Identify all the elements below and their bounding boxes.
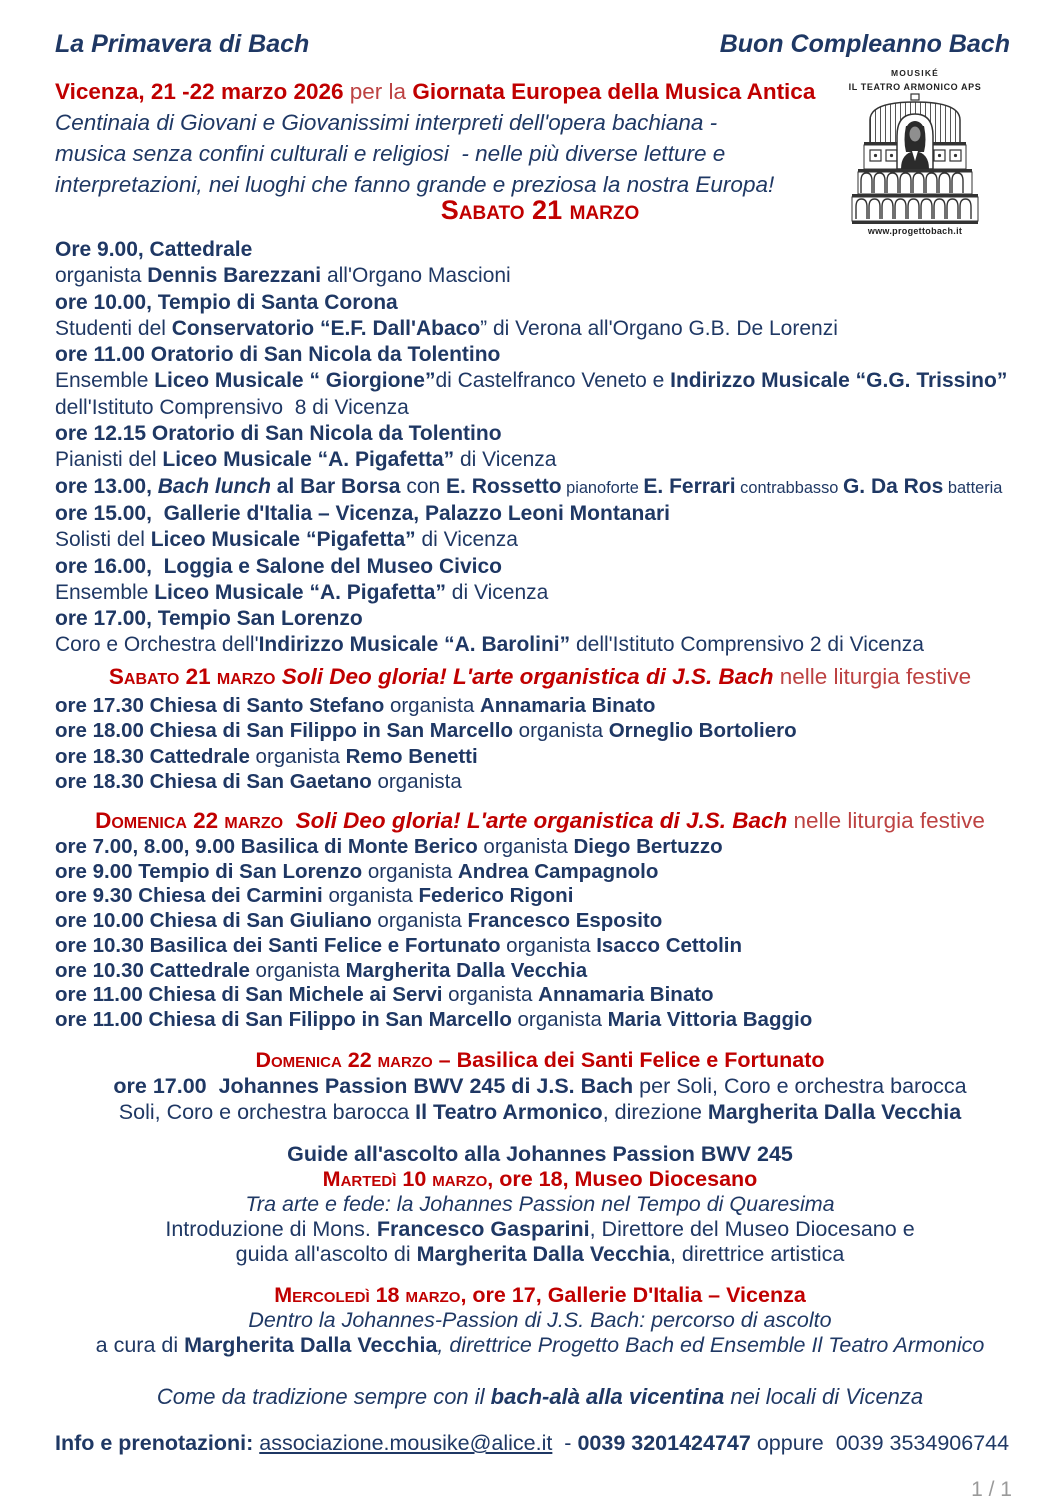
text-line <box>55 237 1040 263</box>
text-segment: musica senza confini culturali e religiosi - nelle più diverse letture e <box>55 141 726 166</box>
text-line <box>55 1430 1009 1456</box>
text-line <box>55 1283 1025 1308</box>
text-segment: Come da tradizione sempre con il <box>156 1384 491 1409</box>
page-title-left: La Primavera di Bach <box>55 30 310 58</box>
text-segment: dell'Istituto Comprensivo 8 di Vicenza <box>55 395 409 419</box>
text-segment: Liceo Musicale “Pigafetta” <box>150 528 416 552</box>
text-segment: dell'Istituto Comprensivo 2 di Vicenza <box>570 633 924 657</box>
text-line <box>55 1008 1040 1033</box>
text-segment: Andrea Campagnolo <box>457 859 659 883</box>
text-segment: E. Rossetto <box>446 474 562 498</box>
text-line <box>55 983 1040 1008</box>
text-line <box>55 501 1040 527</box>
text-segment: Annamaria Binato <box>479 694 656 717</box>
text-line <box>55 368 1040 394</box>
text-segment: Francesco Gasparini <box>376 1216 590 1241</box>
text-line <box>55 718 1040 743</box>
text-line <box>55 1242 1025 1267</box>
text-segment: – <box>432 1048 457 1072</box>
text-segment: Isacco Cettolin <box>596 933 743 957</box>
text-segment: interpretazioni, nei luoghi che fanno grande e preziosa la nostra Europa! <box>55 172 775 197</box>
logo-brand-line2: IL TEATRO ARMONICO APS <box>848 82 982 92</box>
text-line <box>55 342 1040 368</box>
text-segment: Vicenza, 21 -22 marzo 2026 <box>55 79 350 104</box>
domenica-gloria-list <box>55 835 1040 1033</box>
text-segment: Indirizzo Musicale “A. Barolini” <box>258 633 571 657</box>
text-segment: bach-alà alla vicentina <box>490 1384 725 1409</box>
text-line <box>55 1333 1025 1358</box>
text-segment: Soli Deo gloria! L'arte organistica di J.S. Bach <box>295 808 788 833</box>
text-segment: Maria Vittoria Baggio <box>607 1007 813 1031</box>
text-segment: oppure 0039 3534906744 <box>750 1431 1010 1455</box>
text-line <box>55 1073 1025 1099</box>
text-line <box>55 1142 1025 1167</box>
text-segment: Liceo Musicale “A. Pigafetta” <box>154 580 446 604</box>
text-segment: organista <box>506 933 597 957</box>
text-segment: ore 10.30 Cattedrale <box>55 958 256 982</box>
text-segment: ore 15.00, Gallerie d'Italia – Vicenza, Palazzo Leoni Montanari <box>55 501 670 525</box>
text-line <box>55 884 1040 909</box>
text-line <box>55 263 1040 289</box>
text-segment: Liceo Musicale “A. Pigafetta” <box>162 448 455 472</box>
text-segment: , Direttore del Museo Diocesano e <box>589 1216 915 1241</box>
johannes-passion-concert-block <box>55 1047 1025 1125</box>
logo-brand-line1: MOUSIKÉ <box>890 68 940 78</box>
text-segment: E. Ferrari <box>643 474 736 498</box>
text-segment: Ore 9.00, Cattedrale <box>55 238 253 261</box>
text-segment: batteria <box>943 478 1003 497</box>
text-segment: organista <box>255 744 346 768</box>
text-segment: ore 11.00 Chiesa di San Filippo in San Marcello <box>55 1007 518 1031</box>
text-line <box>55 606 1040 632</box>
text-segment: ore 18, Museo Diocesano <box>499 1166 758 1191</box>
text-segment: Introduzione di Mons. <box>165 1216 377 1241</box>
text-line <box>55 290 1040 316</box>
text-segment: con <box>400 474 447 498</box>
text-line <box>55 138 810 169</box>
text-segment: Soli, Coro e orchestra barocca <box>118 1100 416 1124</box>
text-segment: organista <box>517 1007 608 1031</box>
text-line <box>55 1384 1025 1410</box>
text-segment: organista <box>328 884 419 908</box>
text-segment: all'Organo Mascioni <box>321 264 511 288</box>
text-line <box>55 474 1040 501</box>
listening-guides-block <box>55 1142 1025 1267</box>
text-segment: Domenica 22 marzo <box>255 1048 433 1072</box>
text-segment: Sabato 21 marzo <box>440 195 640 225</box>
text-segment: Coro e Orchestra dell' <box>55 633 259 657</box>
text-segment: Centinaia di Giovani e Giovanissimi interpreti dell'opera bachiana - <box>55 110 718 135</box>
text-segment: Il Teatro Armonico <box>415 1100 603 1124</box>
domenica-gloria-heading <box>55 806 1025 836</box>
text-segment: ore 16.00, Loggia e Salone del Museo Civico <box>55 554 502 578</box>
text-segment: organista <box>518 719 609 743</box>
text-segment: Studenti del <box>55 316 172 340</box>
text-segment: organista <box>448 983 539 1007</box>
text-segment: ore 13.00, <box>55 474 158 498</box>
text-segment: , direttrice Progetto Bach ed Ensemble Il Teatro Armonico <box>437 1333 985 1357</box>
text-segment: Solisti del <box>55 528 151 552</box>
text-line <box>55 447 1040 473</box>
text-segment: ore 18.30 Cattedrale <box>55 744 256 768</box>
text-segment: organista <box>377 909 468 933</box>
text-segment: Giornata Europea della Musica Antica <box>412 79 816 104</box>
text-segment: Margherita Dalla Vecchia <box>184 1333 438 1357</box>
text-line <box>55 632 1040 658</box>
text-segment: Margherita Dalla Vecchia <box>416 1241 670 1266</box>
text-segment: Dentro la Johannes-Passion di J.S. Bach: percorso di ascolto <box>248 1308 832 1332</box>
text-line <box>55 744 1040 769</box>
text-segment: ore 10.00 Chiesa di San Giuliano <box>55 909 378 933</box>
text-segment: ore 10.00, Tempio di Santa Corona <box>55 290 398 314</box>
text-segment: , direttrice artistica <box>669 1241 845 1266</box>
text-segment: ore 18.30 Chiesa di San Gaetano <box>55 769 378 793</box>
text-segment: Sabato 21 marzo <box>108 664 282 689</box>
text-segment: organista <box>55 264 148 288</box>
text-segment: pianoforte <box>561 478 644 497</box>
text-segment: Annamaria Binato <box>538 983 714 1007</box>
text-segment: Pianisti del <box>55 448 163 472</box>
intro-block <box>55 76 816 200</box>
text-segment: Liceo Musicale “ Giorgione” <box>154 369 436 393</box>
text-segment: ” di Verona all'Organo G.B. De Lorenzi <box>480 316 838 340</box>
text-segment: Diego Bertuzzo <box>573 835 723 858</box>
saturday-main-heading <box>55 194 1025 226</box>
text-segment: di Castelfranco Veneto e <box>435 369 671 393</box>
text-segment: per Soli, Coro e orchestra barocca <box>633 1074 967 1098</box>
text-segment: ore 18.00 Chiesa di San Filippo in San Marcello <box>55 719 519 743</box>
text-segment: ore 7.00, 8.00, 9.00 Basilica di Monte Berico <box>55 835 484 858</box>
text-segment: G. Da Ros <box>842 474 944 498</box>
email-link[interactable]: associazione.mousike@alice.it <box>259 1431 553 1455</box>
text-segment: ore 17.00, Tempio San Lorenzo <box>55 607 363 631</box>
text-segment: nei locali di Vicenza <box>724 1384 924 1409</box>
text-segment: Guide all'ascolto alla Johannes Passion BWV 245 <box>287 1142 793 1166</box>
text-line <box>55 1192 1025 1217</box>
text-line <box>55 395 1040 421</box>
text-line <box>55 934 1040 959</box>
sabato-gloria-heading <box>55 662 1025 692</box>
text-segment: di Vicenza <box>454 448 557 472</box>
intro-date-line <box>55 76 816 107</box>
text-segment: contrabbasso <box>735 478 843 497</box>
info-contacts-line <box>55 1430 1009 1456</box>
text-segment: ore 12.15 Oratorio di San Nicola da Tolentino <box>55 422 502 446</box>
text-line <box>55 959 1040 984</box>
text-segment: ore 17.30 Chiesa di Santo Stefano <box>55 694 390 717</box>
text-line <box>55 1099 1025 1125</box>
text-segment: Orneglio Bortoliero <box>608 719 797 743</box>
text-segment: nelle liturgia festive <box>787 808 985 833</box>
text-line <box>55 1047 1025 1073</box>
text-segment: Francesco Esposito <box>467 909 663 933</box>
text-segment: ore 10.30 Basilica dei Santi Felice e Fortunato <box>55 933 507 957</box>
text-segment: 0039 3201424747 <box>577 1431 751 1455</box>
text-segment: a cura di <box>95 1333 185 1357</box>
text-line <box>55 580 1040 606</box>
text-line <box>55 107 810 138</box>
text-segment: Federico Rigoni <box>418 884 574 908</box>
text-segment: ore 17, Gallerie D'Italia – Vicenza <box>472 1283 806 1307</box>
text-segment: organista <box>377 769 462 793</box>
text-segment: Domenica 22 marzo <box>95 808 296 833</box>
text-segment: Conservatorio “E.F. Dall'Abaco <box>171 316 481 340</box>
sabato-gloria-list <box>55 693 1040 794</box>
text-segment: di Vicenza <box>445 580 549 604</box>
text-segment: Indirizzo Musicale “G.G. Trissino” <box>670 369 1008 393</box>
text-line <box>55 316 1040 342</box>
text-segment: di Vicenza <box>415 528 518 552</box>
text-segment: organista <box>389 694 480 717</box>
text-segment: Info e prenotazioni: <box>55 1431 260 1455</box>
text-segment: nelle liturgia festive <box>773 664 972 689</box>
text-segment: Ensemble <box>55 580 155 604</box>
page-title-right: Buon Compleanno Bach <box>719 30 1010 58</box>
logo-website: www.progettobach.it <box>867 226 963 236</box>
text-segment: Margherita Dalla Vecchia <box>345 958 588 982</box>
text-segment: Soli Deo gloria! L'arte organistica di J.S. Bach <box>281 664 774 689</box>
text-segment: Basilica dei Santi Felice e Fortunato <box>456 1048 825 1072</box>
text-line <box>55 909 1040 934</box>
text-segment: per la <box>349 79 413 104</box>
text-segment: ore 11.00 Chiesa di San Michele ai Servi <box>55 983 449 1007</box>
text-line <box>55 421 1040 447</box>
text-line <box>55 769 1040 794</box>
text-line <box>55 527 1040 553</box>
text-segment: ore 11.00 Oratorio di San Nicola da Tolentino <box>55 343 501 367</box>
text-segment: Margherita Dalla Vecchia <box>707 1100 962 1124</box>
text-segment: , direzione <box>602 1100 708 1124</box>
text-segment: Martedì 10 marzo, <box>322 1166 500 1191</box>
text-line <box>55 693 1040 718</box>
text-segment: guida all'ascolto di <box>235 1241 417 1266</box>
text-line <box>55 1167 1025 1192</box>
text-segment: Mercoledì 18 marzo, <box>274 1283 473 1307</box>
text-segment: organista <box>367 859 458 883</box>
wednesday-guide-block <box>55 1283 1025 1358</box>
text-segment: al Bar Borsa <box>270 474 401 498</box>
text-segment: Dennis Barezzani <box>147 264 322 288</box>
text-segment: Remo Benetti <box>345 744 478 768</box>
text-segment: Tra arte e fede: la Johannes Passion nel Tempo di Quaresima <box>245 1191 835 1216</box>
tradition-line-block <box>55 1384 1025 1410</box>
text-segment: ore 17.00 Johannes Passion BWV 245 di J.S. Bach <box>113 1074 634 1098</box>
text-segment: ore 9.30 Chiesa dei Carmini <box>55 884 329 908</box>
text-segment: - <box>552 1431 578 1455</box>
dome-finial <box>911 94 919 100</box>
text-segment: Bach lunch <box>157 474 271 498</box>
page-indicator: 1 / 1 <box>971 1478 1012 1501</box>
text-line <box>55 1308 1025 1333</box>
text-segment: Ensemble <box>55 369 155 393</box>
intro-body <box>55 107 810 200</box>
text-line <box>55 1217 1025 1242</box>
saturday-schedule-list <box>55 237 1040 659</box>
text-line <box>55 860 1040 885</box>
text-line <box>55 554 1040 580</box>
text-segment: organista <box>483 835 574 858</box>
text-segment: ore 9.00 Tempio di San Lorenzo <box>55 859 368 883</box>
header-row <box>55 30 1010 59</box>
text-segment: organista <box>255 958 346 982</box>
text-line <box>55 835 1040 860</box>
